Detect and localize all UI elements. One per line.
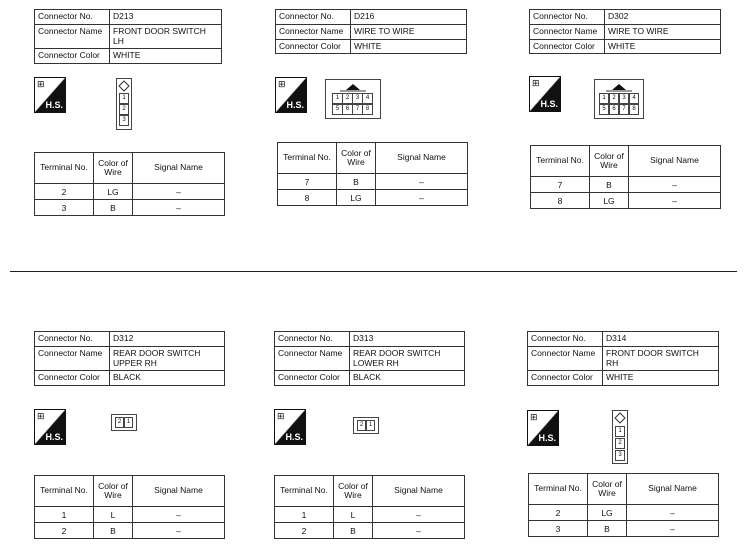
harness-side-icon (527, 410, 559, 446)
signal-name: – (627, 505, 719, 521)
wire-color-header: Color of Wire (588, 474, 627, 505)
pin-1: 1 (124, 417, 133, 428)
connector-no-value: D302 (605, 10, 721, 25)
signal-name: – (133, 523, 225, 539)
terminal-no-header: Terminal No. (35, 476, 94, 507)
connector-no-value: D314 (603, 332, 719, 347)
connector-face-d313 (353, 417, 379, 434)
table-row (35, 523, 225, 539)
connector-name-value: FRONT DOOR SWITCH RH (603, 346, 719, 371)
signal-name-header: Signal Name (133, 476, 225, 507)
pin-5: 5 (332, 104, 343, 115)
connector-no-label: Connector No. (528, 332, 603, 347)
signal-name: – (133, 184, 225, 200)
connector-no-label: Connector No. (276, 10, 351, 25)
wire-color-header: Color of Wire (94, 153, 133, 184)
connector-no-value: D213 (110, 10, 222, 25)
pin-6: 6 (342, 104, 353, 115)
terminal-table-d312 (34, 475, 225, 539)
pin-2: 2 (609, 93, 619, 104)
connector-face-d213 (116, 78, 132, 130)
signal-name: – (629, 193, 721, 209)
terminal-no: 1 (275, 507, 334, 523)
wire-color-header: Color of Wire (94, 476, 133, 507)
connector-color-value: WHITE (110, 49, 222, 64)
terminal-no-header: Terminal No. (531, 146, 590, 177)
signal-name-header: Signal Name (373, 476, 465, 507)
terminal-table-d314 (528, 473, 719, 537)
connector-no-value: D313 (350, 332, 465, 347)
connector-name-label: Connector Name (275, 346, 350, 371)
pin-3: 3 (619, 93, 629, 104)
harness-side-icon (275, 77, 307, 113)
harness-side-icon (274, 409, 306, 445)
terminal-table-d216 (277, 142, 468, 206)
connector-no-value: D216 (351, 10, 467, 25)
terminal-no: 2 (35, 184, 94, 200)
connector-glyph-icon: ⊞ (278, 79, 286, 89)
connector-color-label: Connector Color (276, 39, 351, 54)
connector-name-label: Connector Name (276, 24, 351, 39)
connector-color-label: Connector Color (530, 39, 605, 54)
terminal-no-header: Terminal No. (529, 474, 588, 505)
connector-color-label: Connector Color (35, 49, 110, 64)
key-tab-icon (326, 81, 380, 93)
pin-2: 2 (357, 420, 366, 431)
harness-side-icon (34, 77, 66, 113)
connector-name-value: WIRE TO WIRE (351, 24, 467, 39)
table-row (35, 184, 225, 200)
table-row (531, 177, 721, 193)
connector-name-value: FRONT DOOR SWITCH LH (110, 24, 222, 49)
key-diamond-icon (117, 80, 131, 92)
pin-3: 3 (119, 115, 129, 126)
connector-face-d312 (111, 414, 137, 431)
signal-name: – (133, 200, 225, 216)
terminal-no: 8 (278, 190, 337, 206)
wire-color: LG (588, 505, 627, 521)
terminal-table-d313 (274, 475, 465, 539)
hs-label: H.S. (45, 432, 63, 442)
connector-no-label: Connector No. (530, 10, 605, 25)
connector-name-value: WIRE TO WIRE (605, 24, 721, 39)
connector-d313 (274, 331, 465, 386)
pin-7: 7 (352, 104, 363, 115)
connector-no-label: Connector No. (275, 332, 350, 347)
connector-color-label: Connector Color (275, 371, 350, 386)
connector-color-value: WHITE (351, 39, 467, 54)
wire-color: LG (337, 190, 376, 206)
connector-d302 (529, 9, 721, 54)
pin-3: 3 (615, 450, 625, 461)
signal-name: – (373, 507, 465, 523)
terminal-no: 2 (529, 505, 588, 521)
terminal-no: 1 (35, 507, 94, 523)
terminal-no: 7 (278, 174, 337, 190)
pin-8: 8 (629, 104, 639, 115)
key-tab-icon (595, 81, 643, 93)
pin-3: 3 (352, 93, 363, 104)
pin-2: 2 (342, 93, 353, 104)
wire-color: B (337, 174, 376, 190)
harness-side-icon (34, 409, 66, 445)
signal-name: – (627, 521, 719, 537)
connector-info-table (34, 331, 225, 386)
pin-1: 1 (615, 426, 625, 437)
terminal-table-d302 (530, 145, 721, 209)
table-row (531, 193, 721, 209)
wire-color: B (588, 521, 627, 537)
pin-1: 1 (332, 93, 343, 104)
connector-d312 (34, 331, 225, 386)
terminal-no: 3 (529, 521, 588, 537)
pin-4: 4 (362, 93, 373, 104)
wire-color: L (334, 507, 373, 523)
signal-name-header: Signal Name (133, 153, 225, 184)
table-row (529, 505, 719, 521)
terminal-table-d213 (34, 152, 225, 216)
wire-color: B (94, 200, 133, 216)
pin-2: 2 (119, 104, 129, 115)
connector-d314 (527, 331, 719, 386)
table-row (275, 523, 465, 539)
table-row (529, 521, 719, 537)
connector-info-table (527, 331, 719, 386)
connector-info-table (275, 9, 467, 54)
connector-face-d302 (594, 79, 644, 119)
wire-color-header: Color of Wire (590, 146, 629, 177)
connector-name-label: Connector Name (35, 24, 110, 49)
connector-glyph-icon: ⊞ (37, 79, 45, 89)
signal-name: – (629, 177, 721, 193)
connector-color-label: Connector Color (35, 371, 110, 386)
table-row (35, 200, 225, 216)
table-row (275, 507, 465, 523)
table-row (278, 190, 468, 206)
terminal-no: 2 (275, 523, 334, 539)
terminal-no-header: Terminal No. (278, 143, 337, 174)
table-row (35, 507, 225, 523)
hs-label: H.S. (286, 100, 304, 110)
pin-6: 6 (609, 104, 619, 115)
harness-side-icon (529, 76, 561, 112)
connector-glyph-icon: ⊞ (37, 411, 45, 421)
connector-name-label: Connector Name (35, 346, 110, 371)
connector-no-label: Connector No. (35, 332, 110, 347)
terminal-no: 2 (35, 523, 94, 539)
terminal-no-header: Terminal No. (35, 153, 94, 184)
connector-color-value: BLACK (350, 371, 465, 386)
connector-info-table (274, 331, 465, 386)
pin-2: 2 (115, 417, 124, 428)
terminal-no: 8 (531, 193, 590, 209)
connector-glyph-icon: ⊞ (530, 412, 538, 422)
connector-name-label: Connector Name (530, 24, 605, 39)
wire-color: L (94, 507, 133, 523)
key-diamond-icon (613, 412, 627, 424)
connector-name-value: REAR DOOR SWITCH LOWER RH (350, 346, 465, 371)
wire-color: B (94, 523, 133, 539)
signal-name: – (376, 174, 468, 190)
hs-label: H.S. (285, 432, 303, 442)
terminal-no: 7 (531, 177, 590, 193)
pin-2: 2 (615, 438, 625, 449)
connector-glyph-icon: ⊞ (532, 78, 540, 88)
connector-face-d314 (612, 410, 628, 464)
signal-name-header: Signal Name (627, 474, 719, 505)
connector-color-value: BLACK (110, 371, 225, 386)
hs-label: H.S. (538, 433, 556, 443)
connector-no-label: Connector No. (35, 10, 110, 25)
connector-color-value: WHITE (603, 371, 719, 386)
connector-info-table (34, 9, 222, 64)
connector-d213 (34, 9, 222, 64)
terminal-no: 3 (35, 200, 94, 216)
connector-info-table (529, 9, 721, 54)
pin-1: 1 (599, 93, 609, 104)
pin-5: 5 (599, 104, 609, 115)
hs-label: H.S. (45, 100, 63, 110)
wire-color-header: Color of Wire (334, 476, 373, 507)
wire-color: B (334, 523, 373, 539)
pin-8: 8 (362, 104, 373, 115)
signal-name: – (133, 507, 225, 523)
signal-name: – (373, 523, 465, 539)
wire-color: LG (590, 193, 629, 209)
wire-color: LG (94, 184, 133, 200)
table-row (278, 174, 468, 190)
connector-no-value: D312 (110, 332, 225, 347)
signal-name-header: Signal Name (376, 143, 468, 174)
signal-name-header: Signal Name (629, 146, 721, 177)
connector-face-d216 (325, 79, 381, 119)
connector-name-value: REAR DOOR SWITCH UPPER RH (110, 346, 225, 371)
connector-color-value: WHITE (605, 39, 721, 54)
pin-1: 1 (366, 420, 375, 431)
hs-label: H.S. (540, 99, 558, 109)
connector-glyph-icon: ⊞ (277, 411, 285, 421)
pin-1: 1 (119, 93, 129, 104)
pin-4: 4 (629, 93, 639, 104)
connector-name-label: Connector Name (528, 346, 603, 371)
connector-color-label: Connector Color (528, 371, 603, 386)
pin-7: 7 (619, 104, 629, 115)
terminal-no-header: Terminal No. (275, 476, 334, 507)
section-divider (10, 271, 737, 272)
connector-d216 (275, 9, 467, 54)
wire-color-header: Color of Wire (337, 143, 376, 174)
signal-name: – (376, 190, 468, 206)
wire-color: B (590, 177, 629, 193)
